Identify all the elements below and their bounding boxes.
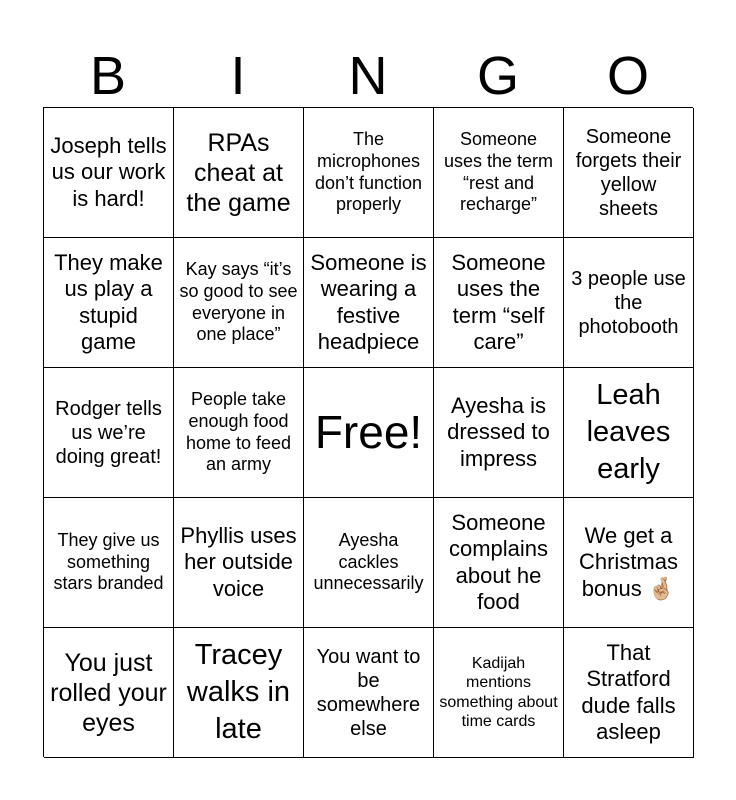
cell-text: Phyllis uses her outside voice	[180, 522, 297, 601]
bingo-board	[43, 107, 693, 757]
bingo-cell-r3c2[interactable]	[174, 368, 304, 498]
bingo-cell-r5c3[interactable]	[304, 628, 434, 758]
bingo-cell-r5c1[interactable]	[44, 628, 174, 758]
free-space-text: Free!	[314, 405, 423, 458]
bingo-cell-r5c5[interactable]	[564, 628, 694, 758]
bingo-cell-r2c2[interactable]	[174, 238, 304, 368]
cell-text: They give us something stars branded	[53, 530, 164, 594]
cell-text: People take enough food home to feed an army	[185, 389, 292, 475]
bingo-cell-r2c1[interactable]	[44, 238, 174, 368]
bingo-cell-r1c1[interactable]	[44, 108, 174, 238]
bingo-cell-r1c2[interactable]	[174, 108, 304, 238]
cell-text: You just rolled your eyes	[50, 648, 167, 737]
bingo-header	[43, 44, 693, 108]
cell-text: You want to be somewhere else	[316, 645, 421, 740]
bingo-cell-r4c2[interactable]	[174, 498, 304, 628]
cell-text: Someone is wearing a festive headpiece	[310, 249, 427, 354]
bingo-cell-r4c1[interactable]	[44, 498, 174, 628]
header-letter-g: G	[476, 46, 519, 106]
bingo-cell-r2c4[interactable]	[434, 238, 564, 368]
bingo-cell-r5c4[interactable]	[434, 628, 564, 758]
cell-text: Someone complains about he food	[448, 509, 549, 614]
header-letter-n: N	[348, 46, 388, 106]
bingo-cell-r1c4[interactable]	[434, 108, 564, 238]
cell-text: Rodger tells us we’re doing great!	[55, 397, 162, 468]
bingo-cell-r4c4[interactable]	[434, 498, 564, 628]
header-letter-i: I	[230, 46, 246, 106]
cell-text: That Stratford dude falls asleep	[581, 639, 676, 744]
cell-text: Ayesha cackles unnecessarily	[313, 530, 424, 594]
bingo-cell-r3c4[interactable]	[434, 368, 564, 498]
bingo-cell-r4c3[interactable]	[304, 498, 434, 628]
bingo-cell-r1c3[interactable]	[304, 108, 434, 238]
cell-text: They make us play a stupid game	[54, 249, 163, 354]
bingo-cell-r5c2[interactable]	[174, 628, 304, 758]
cell-text: Ayesha is dressed to impress	[447, 392, 550, 471]
bingo-cell-r4c5[interactable]	[564, 498, 694, 628]
bingo-cell-r2c3[interactable]	[304, 238, 434, 368]
cell-text: Kay says “it’s so good to see everyone in one place”	[179, 259, 298, 345]
cell-text: Tracey walks in late	[186, 638, 291, 746]
bingo-cell-r3c5[interactable]	[564, 368, 694, 498]
cell-text: Kadijah mentions something about time cards	[439, 655, 558, 730]
cell-text: We get a Christmas bonus 🤞🏼	[578, 522, 678, 601]
header-letter-o: O	[606, 46, 649, 106]
bingo-cell-r3c1[interactable]	[44, 368, 174, 498]
bingo-cell-free[interactable]	[304, 368, 434, 498]
cell-text: Someone uses the term “self care”	[451, 249, 546, 354]
cell-text: RPAs cheat at the game	[186, 128, 291, 217]
cell-text: Joseph tells us our work is hard!	[50, 132, 167, 211]
cell-text: Someone uses the term “rest and recharge”	[443, 129, 554, 215]
bingo-cell-r2c5[interactable]	[564, 238, 694, 368]
cell-text: Someone forgets their yellow sheets	[575, 125, 682, 220]
cell-text: Leah leaves early	[586, 378, 671, 486]
header-letter-b: B	[89, 46, 127, 106]
cell-text: 3 people use the photobooth	[571, 267, 686, 338]
bingo-cell-r1c5[interactable]	[564, 108, 694, 238]
cell-text: The microphones don’t function properly	[314, 129, 423, 215]
